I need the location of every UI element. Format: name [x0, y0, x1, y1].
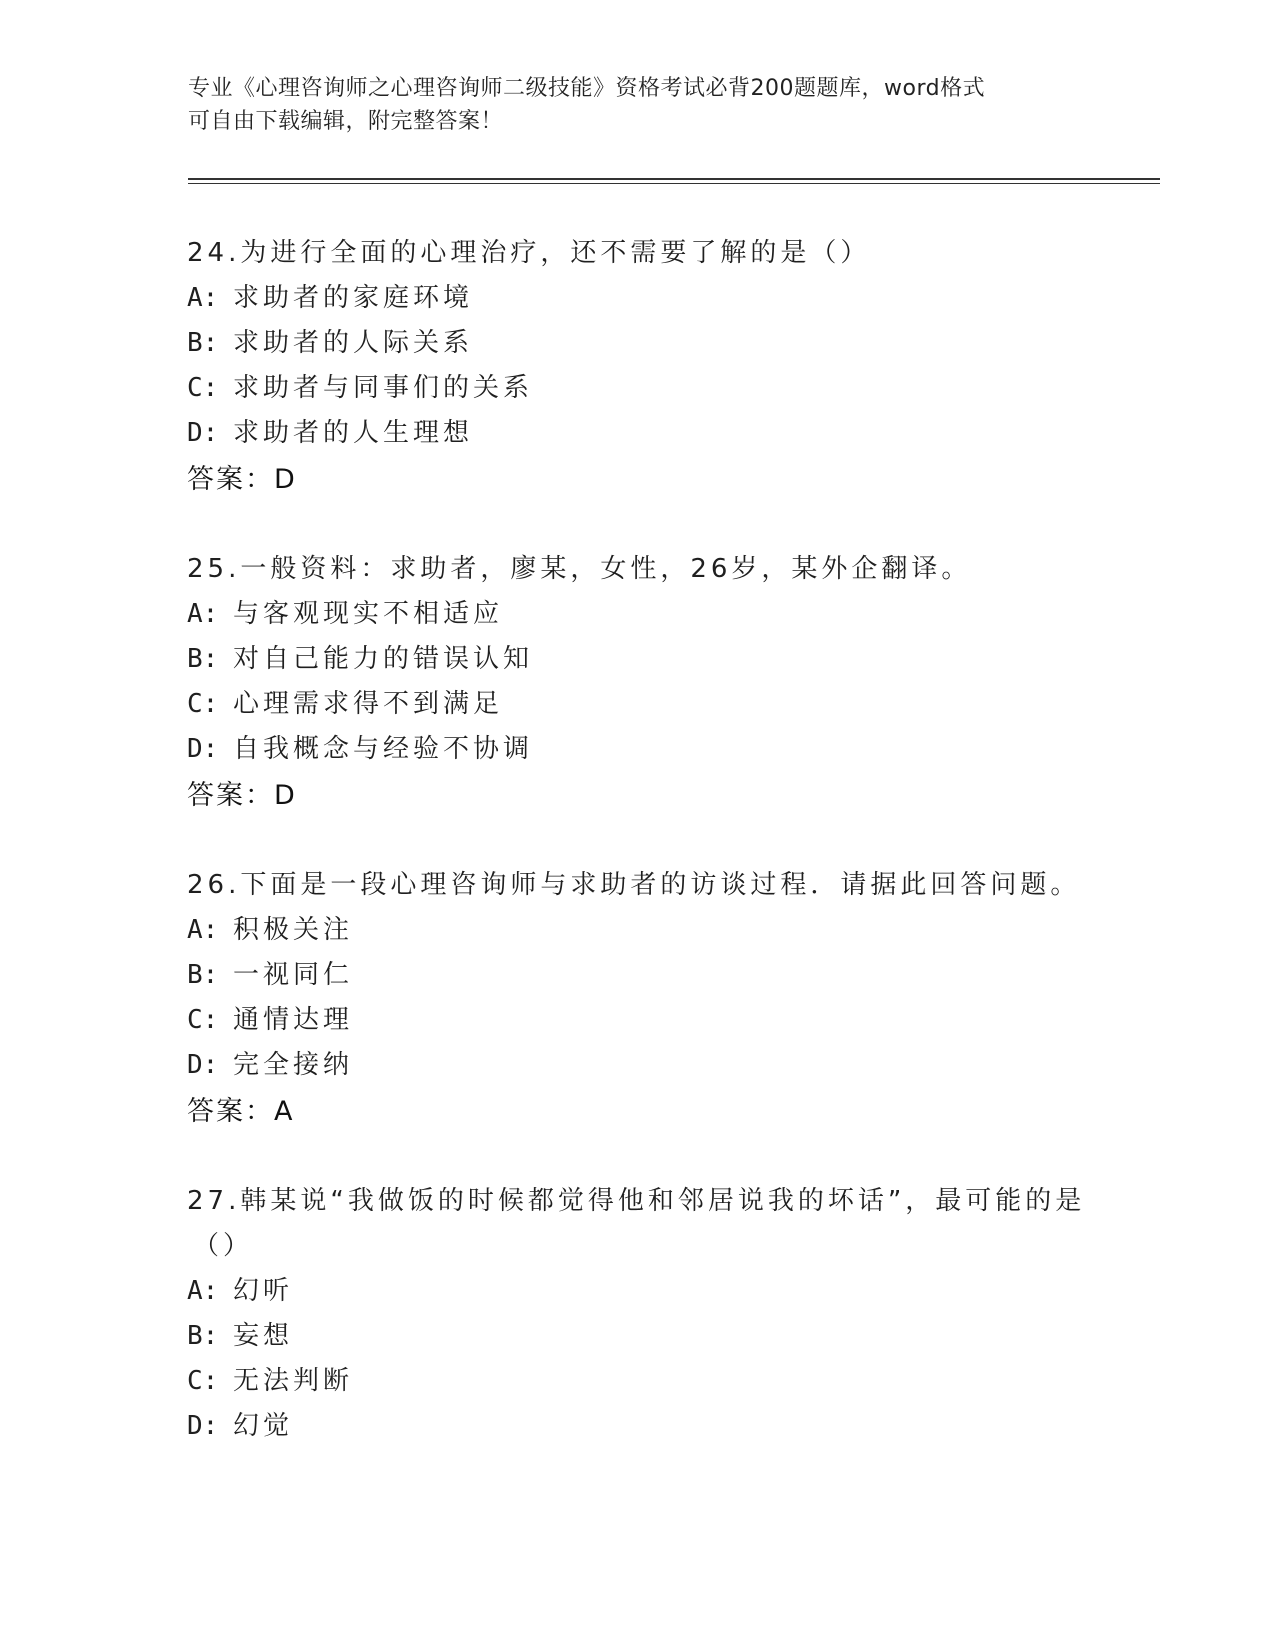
option-text: 求助者与同事们的关系: [233, 373, 534, 403]
document-header: [188, 72, 1088, 138]
option-d: [187, 728, 533, 765]
option-key: A:: [187, 1276, 219, 1306]
option-text: 心理需求得不到满足: [233, 689, 504, 719]
option-a: [187, 909, 353, 946]
option-b: [187, 638, 533, 675]
option-a: [187, 593, 503, 630]
option-key: A:: [187, 599, 219, 629]
option-key: D:: [187, 734, 219, 764]
option-d: [187, 412, 473, 449]
option-key: B:: [187, 644, 219, 674]
option-text: 妄想: [233, 1321, 294, 1351]
option-text: 幻觉: [233, 1411, 294, 1441]
option-key: B:: [187, 328, 219, 358]
option-c: [187, 999, 353, 1036]
option-key: B:: [187, 1321, 219, 1351]
question-stem-continued: （）: [193, 1231, 254, 1261]
question-stem: 24.为进行全面的心理治疗，还不需要了解的是（）: [187, 238, 871, 268]
option-text: 求助者的家庭环境: [233, 283, 474, 313]
option-key: A:: [187, 283, 219, 313]
option-key: D:: [187, 418, 219, 448]
option-key: C:: [187, 689, 219, 719]
option-key: C:: [187, 1366, 219, 1396]
option-text: 幻听: [233, 1276, 294, 1306]
header-line-1: 专业《心理咨询师之心理咨询师二级技能》资格考试必背200题题库，word格式: [188, 76, 986, 101]
answer-line: 答案：D: [187, 464, 297, 495]
option-b: [187, 954, 353, 991]
option-c: [187, 1360, 353, 1397]
option-text: 自我概念与经验不协调: [233, 734, 534, 764]
option-key: C:: [187, 373, 219, 403]
option-d: [187, 1044, 353, 1081]
question-stem: 25.一般资料：求助者，廖某，女性，26岁，某外企翻译。: [187, 554, 972, 584]
option-text: 对自己能力的错误认知: [233, 644, 534, 674]
header-divider-thin: [188, 183, 1160, 184]
answer-line: 答案：A: [187, 1096, 295, 1127]
option-a: [187, 1270, 293, 1307]
option-d: [187, 1405, 293, 1442]
question-stem: 27.韩某说“我做饭的时候都觉得他和邻居说我的坏话”，最可能的是: [187, 1186, 1086, 1216]
option-text: 与客观现实不相适应: [233, 599, 504, 629]
option-text: 通情达理: [233, 1005, 354, 1035]
answer-line: 答案：D: [187, 780, 297, 811]
header-divider-thick: [188, 178, 1160, 180]
option-key: D:: [187, 1050, 219, 1080]
question-stem: 26.下面是一段心理咨询师与求助者的访谈过程．请据此回答问题。: [187, 870, 1081, 900]
option-key: B:: [187, 960, 219, 990]
option-c: [187, 367, 533, 404]
option-key: A:: [187, 915, 219, 945]
option-key: D:: [187, 1411, 219, 1441]
option-text: 完全接纳: [233, 1050, 354, 1080]
header-line-2: 可自由下载编辑，附完整答案！: [188, 109, 504, 134]
option-text: 积极关注: [233, 915, 354, 945]
option-b: [187, 322, 473, 359]
option-text: 一视同仁: [233, 960, 354, 990]
option-c: [187, 683, 503, 720]
option-key: C:: [187, 1005, 219, 1035]
option-text: 求助者的人际关系: [233, 328, 474, 358]
option-text: 求助者的人生理想: [233, 418, 474, 448]
option-a: [187, 277, 473, 314]
option-text: 无法判断: [233, 1366, 354, 1396]
option-b: [187, 1315, 293, 1352]
